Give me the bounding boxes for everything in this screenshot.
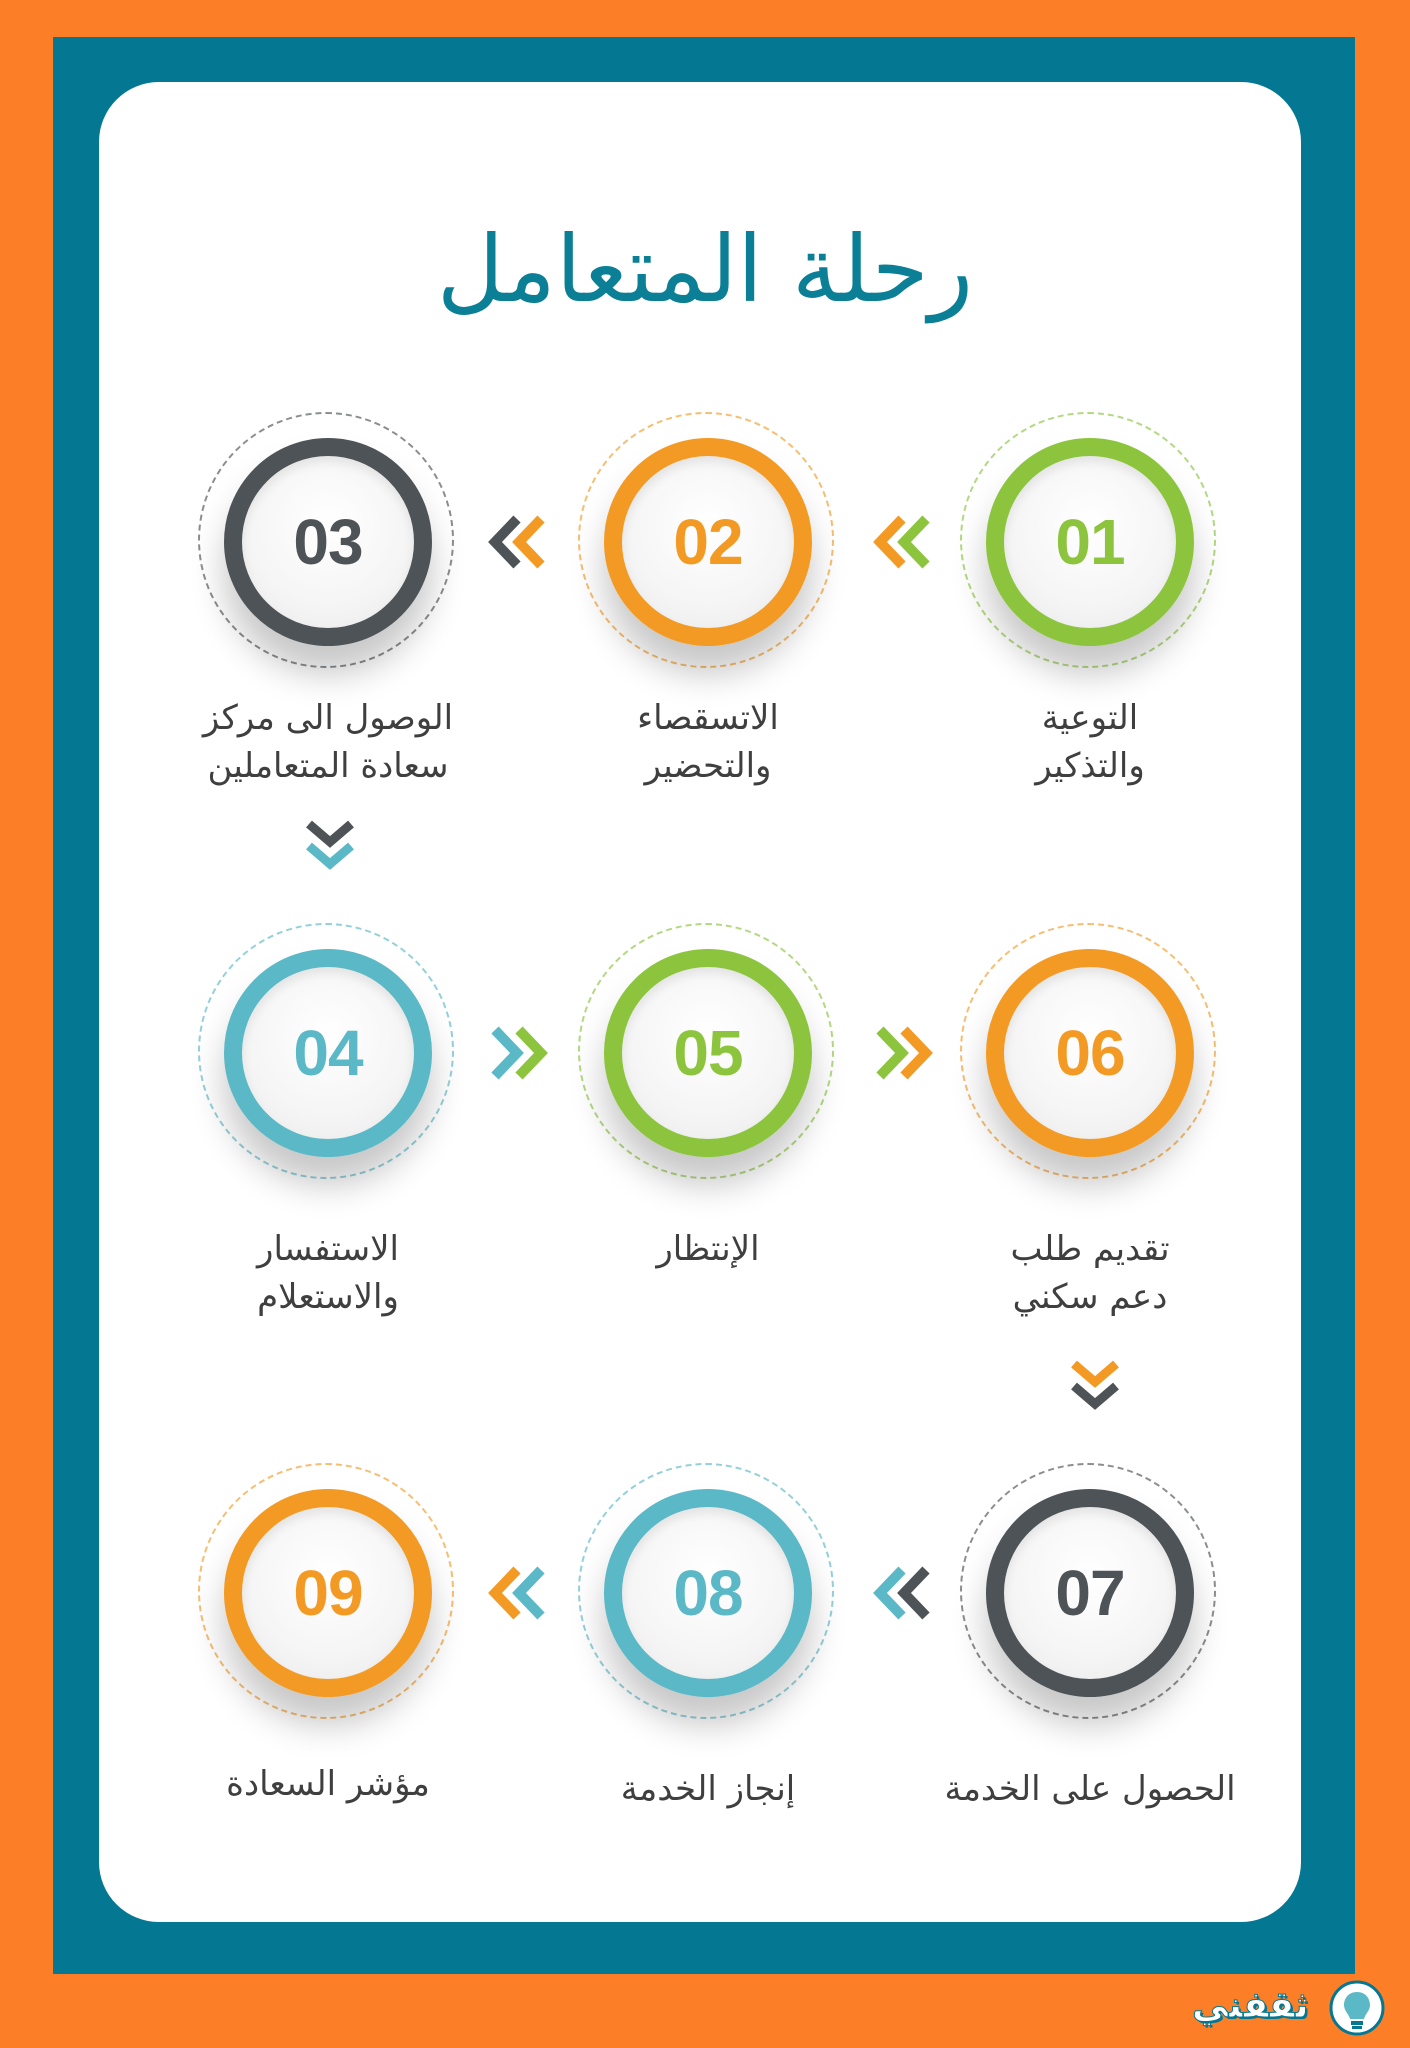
step-03-label bbox=[138, 694, 518, 790]
label-line: والتحضير bbox=[644, 746, 772, 786]
step-02 bbox=[558, 392, 858, 692]
step-07 bbox=[940, 1443, 1240, 1743]
step-08 bbox=[558, 1443, 858, 1743]
step-06-label bbox=[900, 1225, 1280, 1321]
step-02-label bbox=[518, 694, 898, 790]
label-line: تقديم طلب bbox=[1010, 1229, 1170, 1269]
lightbulb-icon bbox=[1328, 1979, 1386, 2037]
label-line: الوصول الى مركز bbox=[202, 698, 454, 738]
double-chevron-left-icon bbox=[483, 507, 553, 577]
step-number: 01 bbox=[1055, 506, 1125, 578]
step-06 bbox=[940, 903, 1240, 1203]
step-04 bbox=[178, 903, 478, 1203]
step-07-label bbox=[900, 1765, 1280, 1813]
label-line: إنجاز الخدمة bbox=[620, 1769, 796, 1809]
double-chevron-left-icon bbox=[868, 1558, 938, 1628]
label-line: مؤشر السعادة bbox=[226, 1764, 430, 1804]
label-line: والتذكير bbox=[1035, 746, 1145, 786]
logo-text: ثقفني bbox=[1192, 1985, 1309, 2026]
step-04-label bbox=[138, 1225, 518, 1321]
step-08-label bbox=[518, 1765, 898, 1813]
label-line: سعادة المتعاملين bbox=[207, 746, 449, 786]
label-line: التوعية bbox=[1041, 698, 1139, 738]
step-number: 03 bbox=[293, 506, 363, 578]
double-chevron-left-icon bbox=[868, 507, 938, 577]
step-01-label bbox=[900, 694, 1280, 790]
label-line: الاتسقصاء bbox=[637, 698, 779, 738]
step-number: 09 bbox=[293, 1557, 363, 1629]
step-01 bbox=[940, 392, 1240, 692]
step-09 bbox=[178, 1443, 478, 1743]
step-05 bbox=[558, 903, 858, 1203]
step-number: 07 bbox=[1055, 1557, 1125, 1629]
label-line: الحصول على الخدمة bbox=[944, 1769, 1236, 1809]
label-line: دعم سكني bbox=[1012, 1277, 1168, 1317]
step-number: 06 bbox=[1055, 1017, 1125, 1089]
double-chevron-right-icon bbox=[483, 1018, 553, 1088]
step-05-label bbox=[518, 1225, 898, 1273]
page-title: رحلة المتعامل bbox=[436, 216, 974, 323]
step-09-label bbox=[138, 1760, 518, 1808]
double-chevron-down-icon bbox=[1060, 1352, 1130, 1422]
step-number: 02 bbox=[673, 506, 743, 578]
step-number: 08 bbox=[673, 1557, 743, 1629]
label-line: والاستعلام bbox=[257, 1277, 399, 1317]
double-chevron-down-icon bbox=[295, 812, 365, 882]
step-number: 05 bbox=[673, 1017, 743, 1089]
step-03 bbox=[178, 392, 478, 692]
label-line: الإنتظار bbox=[656, 1229, 760, 1269]
label-line: الاستفسار bbox=[257, 1229, 399, 1269]
double-chevron-left-icon bbox=[483, 1558, 553, 1628]
step-number: 04 bbox=[293, 1017, 363, 1089]
double-chevron-right-icon bbox=[868, 1018, 938, 1088]
